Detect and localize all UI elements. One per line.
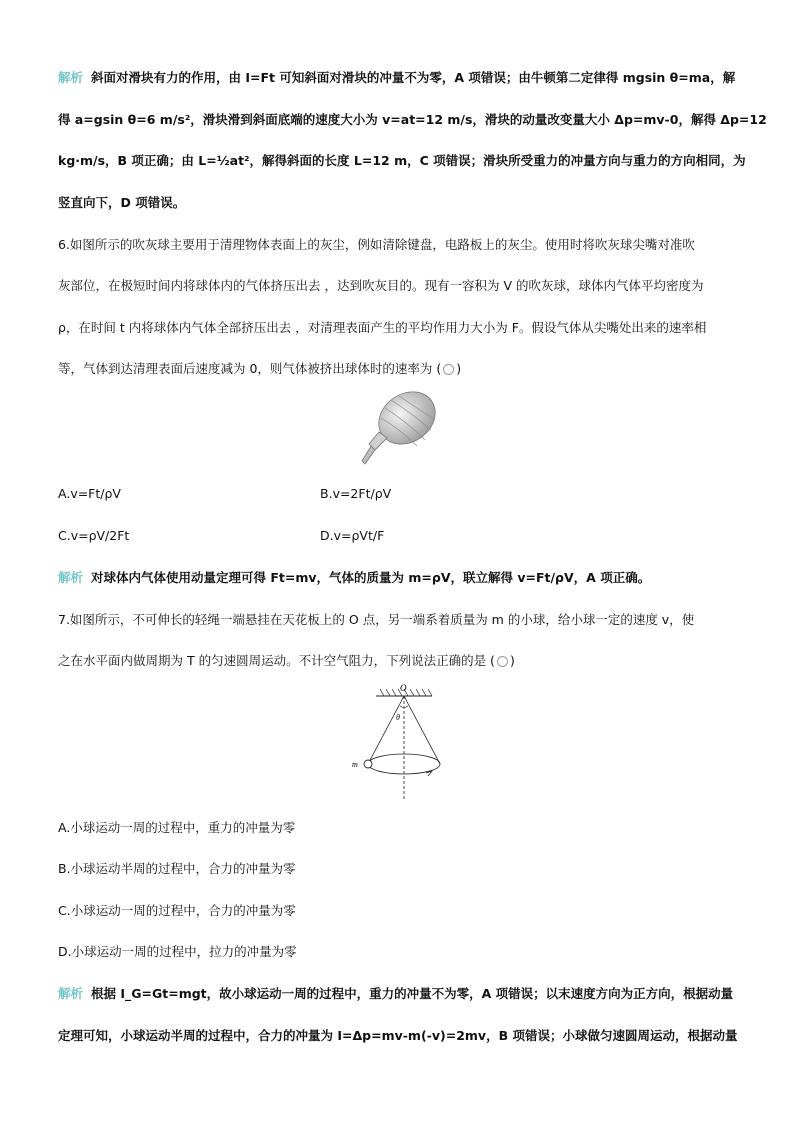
- option-6b[interactable]: [320, 484, 391, 504]
- explanation-tag: 解析: [58, 986, 84, 1001]
- option-7c[interactable]: C.小球运动一周的过程中，合力的冲量为零: [58, 903, 296, 918]
- label-theta: θ: [396, 713, 400, 722]
- label-m: m: [352, 760, 358, 769]
- explanation-7-line-1: [58, 984, 738, 1004]
- answer-blank[interactable]: [497, 656, 508, 667]
- question-7-text-2: 之在水平面内做周期为 T 的匀速圆周运动。不计空气阻力，下列说法正确的是 (: [58, 653, 495, 668]
- question-6-line-4: [58, 359, 738, 379]
- question-6-text-4: 等，气体到达清理表面后速度减为 0，则气体被挤出球体时的速率为 (: [58, 361, 442, 376]
- option-7a[interactable]: A.小球运动一周的过程中，重力的冲量为零: [58, 820, 296, 835]
- explanation-5-text-1: 斜面对滑块有力的作用，由 I=Ft 可知斜面对滑块的冲量不为零，A 项错误；由牛顿第二定律得 mgsin θ=ma，解: [91, 70, 736, 85]
- explanation-7-line-2: 定理可知，小球运动半周的过程中，合力的冲量为 I=Δp=mv-m(-v)=2mv，B 项错误；小球做匀速圆周运动，根据动量: [58, 1028, 738, 1043]
- explanation-5-line-3: kg·m/s，B 项正确；由 L=½at²，解得斜面的长度 L=12 m，C 项错误；滑块所受重力的冲量方向与重力的方向相同，为: [58, 153, 746, 168]
- option-6a[interactable]: [58, 484, 121, 504]
- answer-blank[interactable]: [443, 364, 454, 375]
- bulb-nozzle-icon: [362, 432, 387, 464]
- explanation-5-line-2: 得 a=gsin θ=6 m/s²，滑块滑到斜面底端的速度大小为 v=at=12 m/s，滑块的动量改变量大小 Δp=mv-0，解得 Δp=12: [58, 112, 767, 127]
- explanation-tag: 解析: [58, 570, 84, 585]
- question-6-line-3: ρ，在时间 t 内将球体内气体全部挤压出去 ，对清理表面产生的平均作用力大小为 F。假设气体从尖嘴处出来的速率相: [58, 320, 707, 335]
- option-6c-formula: v=ρV/2Ft: [70, 528, 130, 543]
- question-6-line-2: 灰部位，在极短时间内将球体内的气体挤压出去 ，达到吹灰目的。现有一容积为 V 的吹灰球，球体内气体平均密度为: [58, 278, 704, 293]
- explanation-7-text-1: 根据 I_G=Gt=mgt，故小球运动一周的过程中，重力的冲量不为零，A 项错误；以末速度方向为正方向，根据动量: [91, 986, 734, 1001]
- close-paren: ): [456, 361, 462, 376]
- explanation-5-line-4: 竖直向下，D 项错误。: [58, 195, 186, 210]
- option-6d-formula: v=ρVt/F: [333, 528, 385, 543]
- option-6c[interactable]: [58, 526, 129, 546]
- option-6d[interactable]: [320, 526, 384, 546]
- conical-pendulum-figure: [340, 684, 460, 802]
- ball-icon: [364, 760, 372, 768]
- explanation-6-text: 对球体内气体使用动量定理可得 Ft=mv，气体的质量为 m=ρV，联立解得 v=Ft/ρV，A 项正确。: [91, 570, 651, 585]
- option-6b-formula: v=2Ft/ρV: [332, 486, 392, 501]
- question-6-line-1: 6.如图所示的吹灰球主要用于清理物体表面上的灰尘，例如清除键盘，电路板上的灰尘。使用时将吹灰球尖嘴对准吹: [58, 237, 695, 252]
- option-6a-formula: v=Ft/ρV: [70, 486, 121, 501]
- question-7-line-1: 7.如图所示，不可伸长的轻绳一端悬挂在天花板上的 O 点，另一端系着质量为 m 的小球，给小球一定的速度 v，使: [58, 612, 695, 627]
- option-7b[interactable]: B.小球运动半周的过程中，合力的冲量为零: [58, 861, 296, 876]
- explanation-5-line-1: [58, 68, 738, 88]
- close-paren: ): [509, 653, 515, 668]
- option-6c-label: C.: [58, 528, 71, 543]
- option-6a-label: A.: [58, 486, 71, 501]
- explanation-tag: 解析: [58, 70, 84, 85]
- explanation-6: [58, 568, 738, 588]
- question-7-line-2: [58, 651, 738, 671]
- blower-bulb-figure: [355, 388, 445, 470]
- option-6b-label: B.: [320, 486, 333, 501]
- label-o: O: [400, 684, 407, 693]
- option-6d-label: D.: [320, 528, 334, 543]
- option-7d[interactable]: D.小球运动一周的过程中，拉力的冲量为零: [58, 944, 297, 959]
